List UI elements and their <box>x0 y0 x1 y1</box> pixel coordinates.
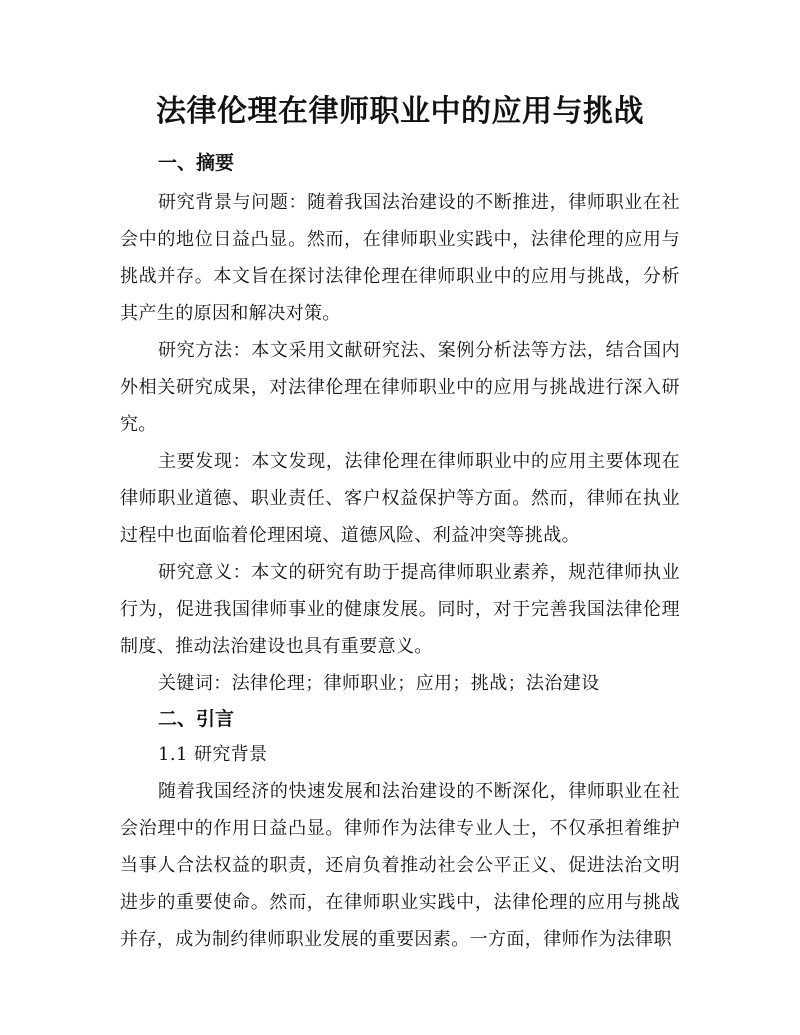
abstract-paragraph-background: 研究背景与问题：随着我国法治建设的不断推进，律师职业在社会中的地位日益凸显。然而，在律师职业实践中，法律伦理的应用与挑战并存。本文旨在探讨法律伦理在律师职业中的应用与挑战，分析其产生的原因和解决对策。 <box>120 192 680 324</box>
intro-paragraph: 随着我国经济的快速发展和法治建设的不断深化，律师职业在社会治理中的作用日益凸显。律师作为法律专业人士，不仅承担着维护当事人合法权益的职责，还肩负着推动社会公平正义、促进法治文明进步的重要使命。然而，在律师职业实践中，法律伦理的应用与挑战并存，成为制约律师职业发展的重要因素。一方面，律师作为法律职 <box>120 781 680 950</box>
abstract-paragraph-findings: 主要发现：本文发现，法律伦理在律师职业中的应用主要体现在律师职业道德、职业责任、客户权益保护等方面。然而，律师在执业过程中也面临着伦理困境、道德风险、利益冲突等挑战。 <box>120 451 680 546</box>
intro-heading: 二、引言 <box>158 708 235 730</box>
intro-subheading: 1.1 研究背景 <box>158 744 268 765</box>
keywords-line: 关键词：法律伦理；律师职业；应用；挑战；法治建设 <box>158 673 600 694</box>
document-title: 法律伦理在律师职业中的应用与挑战 <box>156 94 644 129</box>
abstract-paragraph-method: 研究方法：本文采用文献研究法、案例分析法等方法，结合国内外相关研究成果，对法律伦理在律师职业中的应用与挑战进行深入研究。 <box>120 340 680 435</box>
document-body <box>120 146 680 958</box>
abstract-heading: 一、摘要 <box>158 152 235 174</box>
abstract-paragraph-significance: 研究意义：本文的研究有助于提高律师职业素养，规范律师执业行为，促进我国律师事业的健康发展。同时，对于完善我国法律伦理制度、推动法治建设也具有重要意义。 <box>120 562 680 657</box>
